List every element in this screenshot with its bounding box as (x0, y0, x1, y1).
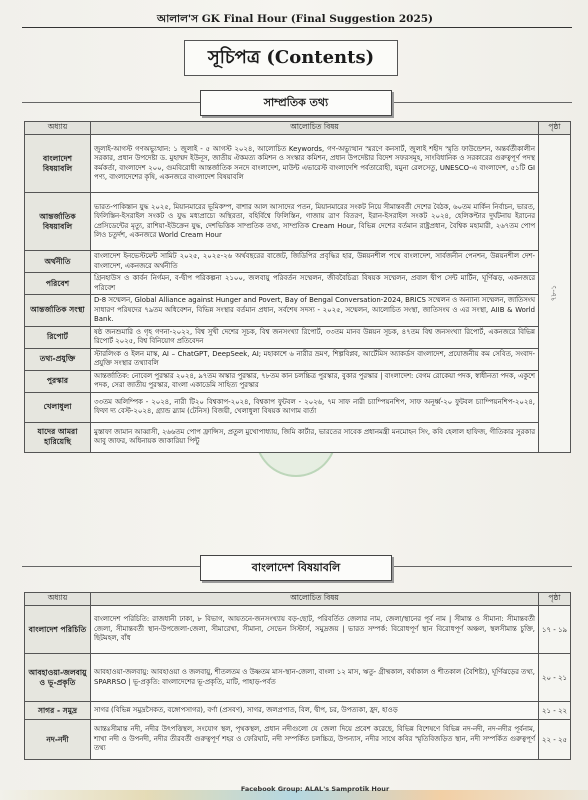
section-banner-bangladesh: বাংলাদেশ বিষয়াবলি (200, 555, 392, 581)
row-topics: মুস্তাফা জামান আব্বাসী, ২৬৬তম পোপ ফ্রান্সিস, প্রতুল মুখোপাধ্যায়, জিমি কার্টার, ভারতের সাবেক প্রধানমন্ত্রী মনমোহন সিং, কবি হেলাল হাফিজ, গীতিকার সুরকার আবু জাফর, অধিনায়ক জাকারিয়া পিন্টু (91, 422, 539, 452)
recent-info-table (24, 121, 571, 453)
row-category: আবহাওয়া-জলবায়ু ও ভূ-প্রকৃতি (25, 654, 91, 702)
row-category: পুরস্কার (25, 370, 91, 392)
row-page: ২০ - ২১ (539, 654, 571, 702)
table-row (25, 326, 571, 348)
row-category: নদ-নদী (25, 720, 91, 760)
row-topics: ভারত-পাকিস্তান যুদ্ধ ২০২৫, মিয়ানমারের ভূমিকম্প, বাশার আল আসাদের পতন, মিয়ানমারের সংকট নিয়ে সীমান্তবর্তী দেশের বৈঠক, ৬০তম মার্কিন নির্বাচন, ভারত, ফিলিস্তিন-ইসরাইল সংকট ও যুদ্ধ মধ্যপ্রাচ্যে অস্থিরতা, বহির্বিশ্বে ফিলিস্তিন, গাজায় ত্রাণ বিতরণ, ইরান-ইসরাইল সংকট ২০২৪, হেলিকপ্টার দুর্ঘটনায় ইরানের প্রেসিডেন্টের মৃত্যু, রাশিয়া-ইউক্রেন যুদ্ধ, দেশভিত্তিক সাম্প্রতিক তথ্য, সাম্প্রতিক Cream Hour, বিভিন্ন দেশের বর্তমান রাষ্ট্রপ্রধান, বৈশ্বিক মহামারী, ২৬৭তম পোপ লিও চতুর্দশ, একনজরে World Cream Hour (91, 193, 539, 251)
table-row (25, 251, 571, 273)
row-topics: বাংলাদেশ পরিচিতি: রাজধানী ঢাকা, ৮ বিভাগ, আয়তনে-জনসংখ্যায় বড়-ছোট, পরিবর্তিত জেলার নাম, জেলা/স্থানের পূর্ব নাম | সীমান্ত ও সীমানা: সীমান্তবর্তী জেলা, সীমান্তবর্তী স্থান-উপজেলা-জেলা, সীমারেখা, সীমানা, সেভেন সিস্টার্স, সমুদ্রজয় | ভারত সম্পর্ক: বিরোধপূর্ণ স্থান বিরোধপূর্ণ অঞ্চল, স্থলসীমান্ত চুক্তি, ছিটমহল, বাঁধ (91, 606, 539, 654)
row-topics: D-8 সম্মেলন, Global Alliance against Hunger and Povert, Bay of Bengal Conversation-2024, BRICS সম্মেলন ও অন্যান্য সম্মেলন, জাতিসংঘ সাধারণ পরিষদের ৭৯তম অধিবেশন, বিভিন্ন সংস্থার বর্তমান প্রধান, সর্বশেষ সদস্য - ২০২৫, সম্মেলন, আলোচিত সংস্থা, জাতিসংঘ ও এর সংস্থা, AIIB & World Bank. (91, 295, 539, 327)
column-header-topic: আলোচিত বিষয় (91, 593, 539, 606)
table-header-row (25, 593, 571, 606)
table-row (25, 392, 571, 422)
row-category: অর্থনীতি (25, 251, 91, 273)
row-topics: বাংলাদেশ ইনভেস্টমেন্ট সামিট ২০২৫, ২০২৫-২৬ অর্থবছরের বাজেট, জিডিপির প্রবৃদ্ধির হার, উন্নয়নশীল পথে বাংলাদেশ, সার্বজনীন পেনশন, উন্নয়নশীল দেশ-বাংলাদেশ, একনজরে অর্থনীতি (91, 251, 539, 273)
table-row (25, 135, 571, 193)
row-page: ২২ - ২৫ (539, 720, 571, 760)
row-category: আন্তর্জাতিক বিষয়াবলি (25, 193, 91, 251)
column-header-category: অধ্যায় (25, 122, 91, 135)
row-category: রিপোর্ট (25, 326, 91, 348)
column-header-topic: আলোচিত বিষয় (91, 122, 539, 135)
row-category: আন্তর্জাতিক সংস্থা (25, 295, 91, 327)
row-topics: আন্তর্জাতিক: নোবেল পুরস্কার ২০২৪, ৯৭তম অস্কার পুরস্কার, ৭৮তম কান চলচ্চিত্র পুরস্কার, বুকার পুরস্কার | বাংলাদেশ: বেগম রোকেয়া পদক, স্বাধীনতা পদক, একুশে পদক, সেরা জাতীয় পুরস্কার, বাংলা একাডেমি সাহিত্য পুরস্কার (91, 370, 539, 392)
row-topics: ষষ্ঠ জনশুমারি ও গৃহ গণনা-২০২২, বিশ্ব সুখী দেশের সূচক, বিশ্ব জনসংখ্যা রিপোর্ট, ৩৩তম মানব উন্নয়ন সূচক, ৪৭তম বিশ্ব জনসংখ্যা রিপোর্ট, একনজরে বিভিন্ন রিপোর্ট ২০২৫, বিশ্ব বিনিয়োগ প্রতিবেদন (91, 326, 539, 348)
table-row (25, 295, 571, 327)
row-topics: সাগর (বিভিন্ন সমুদ্রসৈকত, বঙ্গোপসাগর), বর্ণা (প্রসবণ), সাগর, জলপ্রপাত, বিল, দ্বীপ, চর, উপত্যকা, হ্রদ, হাওড় (91, 702, 539, 720)
row-topics: আবহাওয়া-জলবায়ু: আবহাওয়া ও জলবায়ু, শীতলতম ও উষ্ণতম মাস-স্থান-জেলা, বাংলা ১২ মাস, ঋতু- গ্রীষ্মকাল, বর্ষাকাল ও শীতকাল (বৈশিষ্ট্য), ঘূর্ণিঝড়ের তথ্য, SPARRSO | ভূ-প্রকৃতি: বাংলাদেশের ভূ-প্রকৃতি, মাটি, পাহাড়-পর্বত (91, 654, 539, 702)
row-category: সাগর - সমুদ্র (25, 702, 91, 720)
row-topics: জুলাই-আগস্ট গণঅভ্যুত্থান: ১ জুলাই - ৫ আগস্ট ২০২৪, আলোচিত Keywords, গণ-অভ্যুত্থান স্মরণে কনসার্ট, জুলাই শহীদ স্মৃতি ফাউন্ডেশন, অন্তর্বর্তীকালীন সরকার, প্রধান উপদেষ্টা ড. মুহাম্মদ ইউনূস, জাতীয় ঐকমত্য কমিশন ও সংস্কার কমিশন, প্রধান উপদেষ্টার বিদেশ সফরসমূহ, সাংবিধানিক ও সরকারের গুরুত্বপূর্ণ পদস্থ কর্মকর্তা, বাংলাদেশ ২০০, গুমবিরোধী আন্তর্জাতিক সনদে বাংলাদেশ, মাউন্ট এভারেস্ট বাংলাদেশি পর্বতারোহী, যমুনা রেলসেতু, UNESCO-এ বাংলাদেশ, ৫১টি GI পণ্য, বাংলাদেশের কৃষি, একনজরে বাংলাদেশ বিষয়াবলি (91, 135, 539, 193)
running-header: আলাল'স GK Final Hour (Final Suggestion 2025) (156, 13, 434, 25)
page-title: সূচিপত্র (Contents) (184, 40, 398, 76)
row-page: ১৭ - ১৯ (539, 606, 571, 654)
bangladesh-affairs-table (24, 592, 571, 760)
row-topics: আন্তঃসীমান্ত নদী, নদীর উৎপত্তিস্থল, সংযোগ স্থল, পৃথকস্থল, প্রধান নদীগুলো যে জেলা দিয়ে প্রবেশ করেছে, বিভিন্ন বিশেষণে বিভিন্ন নদ-নদী, নদ-নদীর পূর্বনাম, শাখা নদী ও উপনদী, নদীর তীরবর্তী গুরুত্বপূর্ণ শহর ও ফেরিঘাট, নদী সম্পর্কিত চলচ্চিত্র, উপন্যাস, নদীর সাথে কবির স্মৃতিবিজড়িত স্থান, নদী সম্পর্কিত গুরুত্বপূর্ণ তথ্য (91, 720, 539, 760)
table-row (25, 273, 571, 295)
side-page-number: ৭৮-১ (550, 285, 559, 302)
table-row (25, 720, 571, 760)
row-page (539, 135, 571, 453)
table-row (25, 654, 571, 702)
table-row (25, 348, 571, 370)
row-topics: স্টারলিংক ও ইলন মাস্ক, AI – ChatGPT, DeepSeek, AI; মহাকাশে ৬ নারীর ভ্রমণ, শিল্পবিপ্লব, আর্টেমিস অ্যাকর্ডস বাংলাদেশ, প্রযোজনীয় কম সেবিত, সংবাদ-প্রযুক্তি সংস্থার তথ্যাবলি (91, 348, 539, 370)
row-topics: গ্রিনহাউস ও কার্বন নির্গমন, ব-দ্বীপ পরিকল্পনা ২১০০, জলবায়ু পরিবর্তন সম্মেলন, জীববৈচিত্র্য বিষয়ক সম্মেলন, প্রবাল দ্বীপ সেন্ট মার্টিন, ঘূর্ণিঝড়, একনজরে পরিবেশ (91, 273, 539, 295)
section-banner-recent: সাম্প্রতিক তথ্য (200, 90, 392, 116)
facebook-group-footer: Facebook Group: ALAL's Samprotik Hour (240, 785, 390, 793)
column-header-page: পৃষ্ঠা (539, 593, 571, 606)
table-row (25, 606, 571, 654)
table-row (25, 370, 571, 392)
column-header-page: পৃষ্ঠা (539, 122, 571, 135)
row-category: বাংলাদেশ বিষয়াবলি (25, 135, 91, 193)
column-header-category: অধ্যায় (25, 593, 91, 606)
row-category: তথ্য-প্রযুক্তি (25, 348, 91, 370)
table-row (25, 702, 571, 720)
row-category: যাদের আমরা হারিয়েছি (25, 422, 91, 452)
row-page: ২১ - ২২ (539, 702, 571, 720)
row-topics: ৩৩তম অলিম্পিক - ২০২৪, নারী টি২০ বিশ্বকাপ-২০২৪, বিশ্বকাপ ফুটবল - ২০২৬, ৭ম সাফ নারী চ্যাম্পিয়নশিপ, সাফ অনূর্ধ্ব-২০ ফুটবল চ্যাম্পিয়নশিপ-২০২৪, ফিফা দ্য বেস্ট-২০২৪, গ্র্যান্ড স্ল্যাম (টেনিস) বিজয়ী, খেলাধুলা বিষয়ক আগাম বার্তা (91, 392, 539, 422)
table-row (25, 422, 571, 452)
table-header-row (25, 122, 571, 135)
row-category: খেলাধুলা (25, 392, 91, 422)
header-divider (22, 27, 572, 28)
row-category: বাংলাদেশ পরিচিতি (25, 606, 91, 654)
row-category: পরিবেশ (25, 273, 91, 295)
table-row (25, 193, 571, 251)
